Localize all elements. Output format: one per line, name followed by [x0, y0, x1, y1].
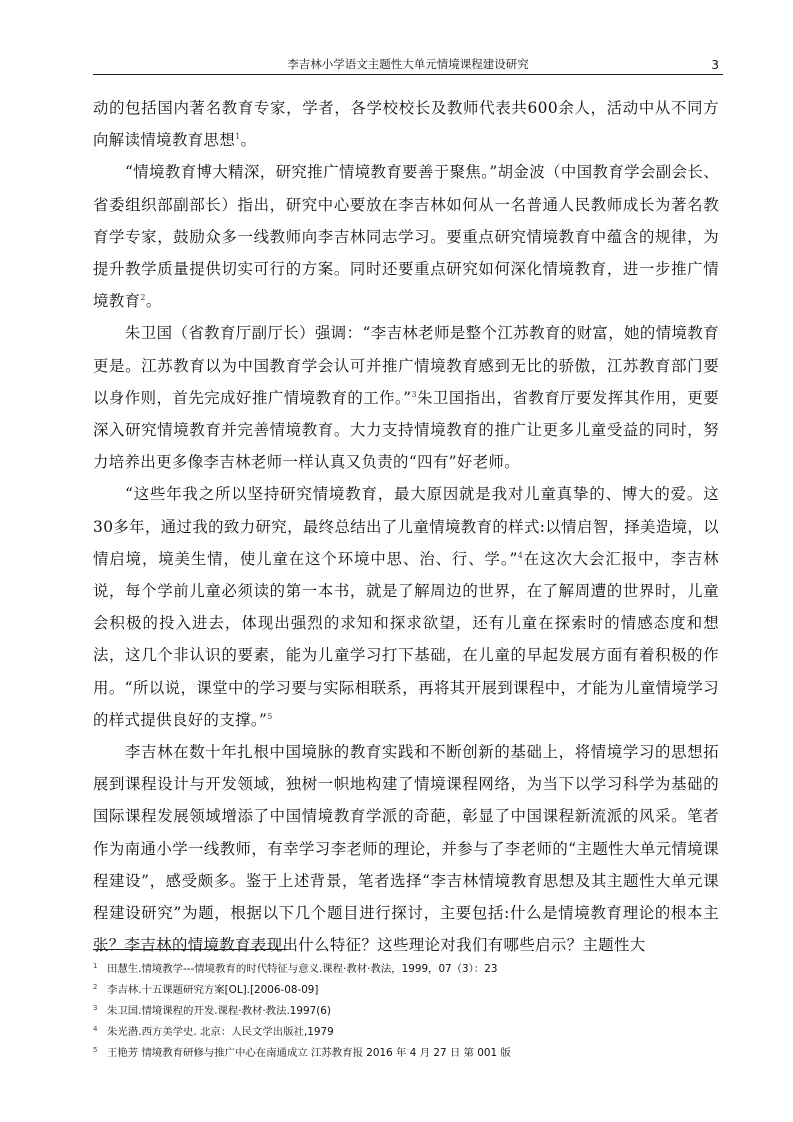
footnote-mark: 5 — [93, 1046, 98, 1054]
footnote-mark: 1 — [93, 962, 98, 970]
footnote-ref[interactable]: 4 — [517, 550, 524, 560]
footnote-ref[interactable]: 3 — [411, 389, 417, 399]
paragraph-text: “情境教育博大精深，研究推广情境教育要善于聚焦。”胡金波（中国教育学会副会长、省委组织部副部长）指出，研究中心要放在李吉林如何从一名普通人民教师成长为著名教育学专家，鼓励众多一线教师向李吉林同志学习。要重点研究情境教育中蕴含的规律，为提升教学质量提供切实可行的方案。同时还要重点研究如何深化情境教育，进一步推广情境教育 — [93, 163, 719, 311]
footnote-ref[interactable]: 1 — [235, 132, 241, 142]
paragraph-text: 在这次大会汇报中，李吉林说，每个学前儿童必须读的第一本书，就是了解周边的世界，在了解周遭的世界时，儿童会积极的投入进去，体现出强烈的求知和探求欲望，还有儿童在探索时的情感态度和想法，这几个非认识的要素，能为儿童学习打下基础，在儿童的早起发展方面有着积极的作用。“所以说，课堂中的学习要与实际相联系，再将其开展到课程中，才能为儿童情境学习的样式提供良好的支撑。” — [93, 549, 719, 729]
paragraph — [93, 317, 719, 478]
footnote-mark: 2 — [93, 983, 98, 991]
paragraph-text: 。 — [240, 131, 257, 150]
running-title: 李吉林小学语文主题性大单元情境课程建设研究 — [287, 57, 529, 71]
paragraph — [93, 156, 719, 317]
footnote-item — [93, 999, 719, 1020]
paragraph — [93, 92, 719, 156]
footnote-text: 朱卫国.情境课程的开发.课程·教材·教法.1997(6) — [107, 1005, 331, 1017]
page-number: 3 — [711, 58, 719, 72]
footnote-mark: 3 — [93, 1004, 98, 1012]
body-text — [93, 92, 719, 961]
paragraph — [93, 478, 719, 736]
paragraph — [93, 736, 719, 961]
paragraph-text: 朱卫国指出，省教育厅要发挥其作用，更要深入研究情境教育并完善情境教育。大力支持情境教育的推广让更多儿童受益的同时，努力培养出更多像李吉林老师一样认真又负责的“四有”好老师。 — [93, 388, 719, 472]
paragraph-text: 李吉林在数十年扎根中国境脉的教育实践和不断创新的基础上，将情境学习的思想拓展到课程设计与开发领域，独树一帜地构建了情境课程网络，为当下以学习科学为基础的国际课程发展领域增添了中国情境教育学派的奇葩，彰显了中国课程新流派的风采。笔者作为南通小学一线教师，有幸学习李老师的理论，并参与了李老师的“主题性大单元情境课程建设”，感受颇多。鉴于上述背景，笔者选择“李吉林情境教育思想及其主题性大单元课程建设研究”为题，根据以下几个题目进行探讨，主要包括:什么是情境教育理论的根本主张？李吉林的情境教育表现出什么特征？这些理论对我们有哪些启示？主题性大 — [93, 743, 719, 955]
footnote-rule — [93, 949, 287, 950]
footnote-item — [93, 1020, 719, 1041]
paragraph-text: 朱卫国（省教育厅副厅长）强调：“李吉林老师是整个江苏教育的财富，她的情境教育更是。江苏教育以为中国教育学会认可并推广情境教育感到无比的骄傲，江苏教育部门要以身作则，首先完成好推广情境教育的工作。” — [93, 324, 719, 407]
footnote-item — [93, 957, 719, 978]
footnote-item — [93, 978, 719, 999]
paragraph-text: 。 — [145, 292, 162, 311]
footnote-text: 李吉林.十五课题研究方案[OL].[2006-08-09] — [107, 984, 319, 996]
page-header — [93, 56, 723, 76]
footnote-ref[interactable]: 5 — [267, 711, 273, 721]
footnote-ref[interactable]: 2 — [140, 293, 146, 303]
footnote-mark: 4 — [93, 1025, 98, 1033]
footnote-item — [93, 1041, 719, 1062]
paragraph-text: “这些年我之所以坚持研究情境教育，最大原因就是我对儿童真挚的、博大的爱。这30多年，通过我的致力研究，最终总结出了儿童情境教育的样式:以情启智，择美造境，以情启境，境美生情，使儿童在这个环境中思、治、行、学。” — [93, 485, 720, 568]
footnotes — [93, 957, 719, 1062]
footnote-text: 王艳芳 情境教育研修与推广中心在南通成立 江苏教育报 2016 年 4 月 27 日 第 001 版 — [107, 1047, 511, 1059]
header-rule — [93, 74, 723, 75]
paragraph-text: 动的包括国内著名教育专家，学者，各学校校长及教师代表共600余人，活动中从不同方向解读情境教育思想 — [93, 99, 719, 150]
footnote-text: 朱光潜.西方美学史. 北京：人民文学出版社,1979 — [107, 1026, 334, 1038]
footnote-text: 田慧生.情境教学---情境教育的时代特征与意义.课程·教材·教法，1999，07（3）：23 — [107, 963, 498, 975]
